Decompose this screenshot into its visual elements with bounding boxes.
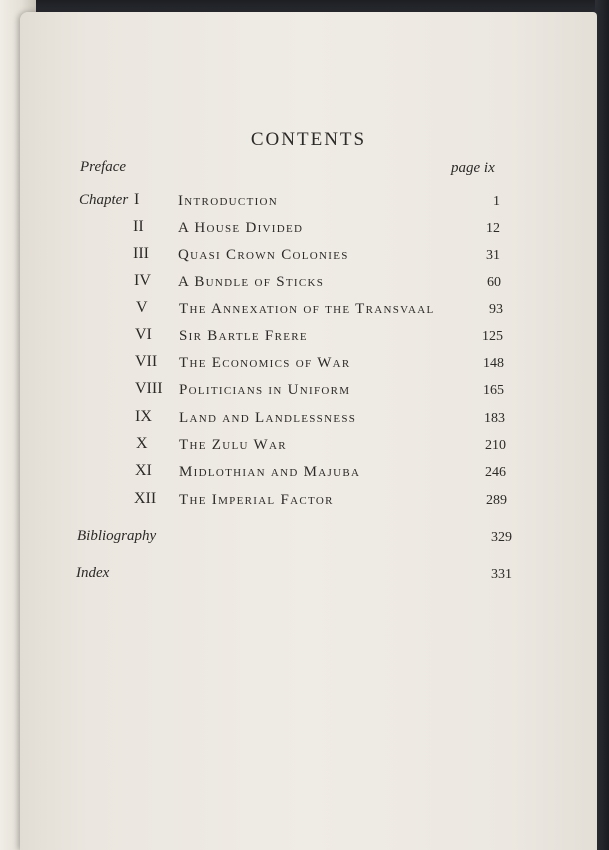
table-of-contents	[20, 12, 597, 850]
index-label: Index	[76, 565, 110, 581]
chapter-title: Midlothian and Majuba	[179, 464, 361, 480]
chapter-number: VI	[135, 326, 152, 343]
index-page: 331	[491, 567, 512, 582]
chapter-number: VIII	[135, 380, 163, 397]
chapter-title: Introduction	[178, 193, 279, 209]
preface-label: Preface	[80, 159, 127, 175]
chapter-title: The Economics of War	[179, 355, 351, 371]
chapter-title: Land and Landlessness	[179, 410, 357, 426]
chapter-page: 148	[483, 356, 504, 371]
chapter-page: 210	[485, 438, 506, 453]
bibliography-label: Bibliography	[77, 528, 157, 544]
chapter-word: Chapter	[79, 192, 129, 208]
background-edge	[595, 0, 609, 850]
chapter-page: 60	[487, 275, 501, 290]
chapter-number: IX	[135, 408, 152, 425]
chapter-number: XI	[135, 462, 152, 479]
chapter-number: IV	[134, 272, 151, 289]
chapter-title: A House Divided	[178, 220, 304, 236]
bibliography-page: 329	[491, 530, 512, 545]
chapter-page: 31	[486, 248, 500, 263]
chapter-number: X	[136, 435, 148, 452]
chapter-number: III	[133, 245, 149, 262]
chapter-number: II	[133, 218, 144, 235]
chapter-page: 289	[486, 493, 507, 508]
chapter-number: V	[136, 299, 148, 316]
chapter-title: Sir Bartle Frere	[179, 328, 308, 344]
chapter-title: The Imperial Factor	[179, 492, 334, 508]
chapter-page: 93	[489, 302, 503, 317]
book-page	[20, 12, 597, 850]
chapter-page: 1	[493, 194, 500, 209]
chapter-page: 183	[484, 411, 505, 426]
chapter-page: 165	[483, 383, 504, 398]
chapter-title: A Bundle of Sticks	[178, 274, 325, 290]
chapter-number: VII	[135, 353, 158, 370]
chapter-number: I	[134, 191, 140, 208]
contents-heading: CONTENTS	[250, 129, 367, 150]
chapter-number: XII	[134, 490, 157, 507]
chapter-title: The Annexation of the Transvaal	[179, 301, 435, 317]
chapter-title: The Zulu War	[179, 437, 287, 453]
chapter-title: Quasi Crown Colonies	[178, 247, 349, 263]
chapter-page: 125	[482, 329, 503, 344]
chapter-page: 246	[485, 465, 506, 480]
preface-page: page ix	[451, 160, 495, 176]
chapter-page: 12	[486, 221, 500, 236]
chapter-title: Politicians in Uniform	[179, 382, 351, 398]
